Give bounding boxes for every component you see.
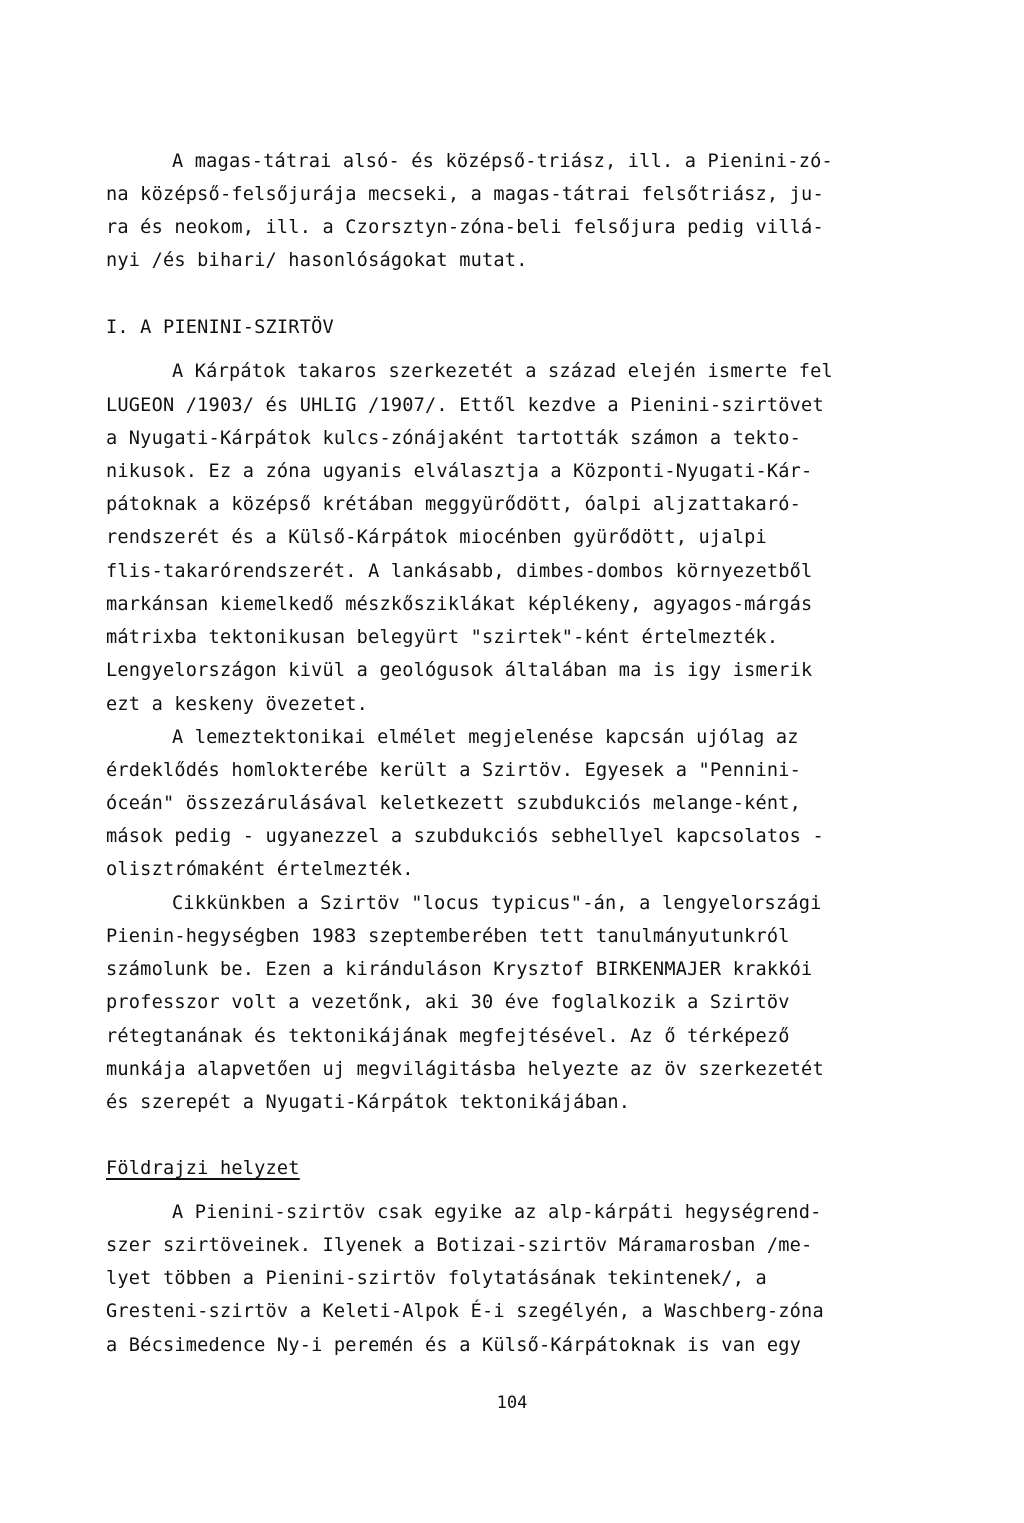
paragraph-line: A lemeztektonikai elmélet megjelenése kapcsán ujólag az	[172, 727, 799, 748]
paragraph-line: Pienin-hegységben 1983 szeptemberében tett tanulmányutunkról	[106, 926, 790, 947]
paragraph-line: szer szirtöveinek. Ilyenek a Botizai-szirtöv Máramarosban /me-	[106, 1235, 813, 1256]
paragraph-line: rendszerét és a Külső-Kárpátok miocénben gyürődött, ujalpi	[106, 527, 767, 548]
paragraph-line: flis-takarórendszerét. A lankásabb, dimbes-dombos környezetből	[106, 561, 813, 582]
paragraph-line: óceán" összezárulásával keletkezett szubdukciós melange-ként,	[106, 793, 802, 814]
paragraph-line: és szerepét a Nyugati-Kárpátok tektonikájában.	[106, 1092, 631, 1113]
intro-line: ra és neokom, ill. a Czorsztyn-zóna-beli felsőjura pedig villá-	[106, 217, 824, 238]
paragraph-line: Lengyelországon kivül a geológusok általában ma is igy ismerik	[106, 660, 813, 681]
page-number: 104	[496, 1393, 528, 1413]
paragraph-line: A Pienini-szirtöv csak egyike az alp-kárpáti hegységrend-	[172, 1202, 822, 1223]
subsection-heading: Földrajzi helyzet	[106, 1158, 300, 1179]
paragraph-line: mátrixba tektonikusan belegyürt "szirtek"-ként értelmezték.	[106, 627, 779, 648]
paragraph-line: ezt a keskeny övezetet.	[106, 694, 369, 715]
paragraph-line: Cikkünkben a Szirtöv "locus typicus"-án, a lengyelországi	[172, 893, 822, 914]
paragraph-line: érdeklődés homlokterébe került a Szirtöv. Egyesek a "Pennini-	[106, 760, 802, 781]
paragraph-line: lyet többen a Pienini-szirtöv folytatásának tekintenek/, a	[106, 1268, 767, 1289]
intro-line: nyi /és bihari/ hasonlóságokat mutat.	[106, 250, 528, 271]
paragraph-line: nikusok. Ez a zóna ugyanis elválasztja a Központi-Nyugati-Kár-	[106, 461, 813, 482]
paragraph-line: professzor volt a vezetőnk, aki 30 éve foglalkozik a Szirtöv	[106, 992, 790, 1013]
intro-line: na középső-felsőjurája mecseki, a magas-tátrai felsőtriász, ju-	[106, 184, 824, 205]
paragraph-line: Gresteni-szirtöv a Keleti-Alpok É-i szegélyén, a Waschberg-zóna	[106, 1301, 824, 1322]
paragraph-line: olisztrómaként értelmezték.	[106, 859, 414, 880]
paragraph-line: markánsan kiemelkedő mészkősziklákat képlékeny, agyagos-márgás	[106, 594, 813, 615]
paragraph-line: rétegtanának és tektonikájának megfejtésével. Az ő térképező	[106, 1026, 790, 1047]
paragraph-line: A Kárpátok takaros szerkezetét a század elején ismerte fel	[172, 361, 833, 382]
paragraph-line: számolunk be. Ezen a kiránduláson Krysztof BIRKENMAJER krakkói	[106, 959, 813, 980]
paragraph-line: a Nyugati-Kárpátok kulcs-zónájaként tartották számon a tekto-	[106, 428, 802, 449]
section-heading: I. A PIENINI-SZIRTÖV	[106, 317, 334, 338]
paragraph-line: mások pedig - ugyanezzel a szubdukciós sebhellyel kapcsolatos -	[106, 826, 824, 847]
paragraph-line: munkája alapvetően uj megvilágitásba helyezte az öv szerkezetét	[106, 1059, 824, 1080]
paragraph-line: a Bécsimedence Ny-i peremén és a Külső-Kárpátoknak is van egy	[106, 1335, 802, 1356]
paragraph-line: LUGEON /1903/ és UHLIG /1907/. Ettől kezdve a Pienini-szirtövet	[106, 395, 824, 416]
intro-line: A magas-tátrai alsó- és középső-triász, ill. a Pienini-zó-	[172, 151, 833, 172]
paragraph-line: pátoknak a középső krétában meggyürődött, óalpi aljzattakaró-	[106, 494, 802, 515]
